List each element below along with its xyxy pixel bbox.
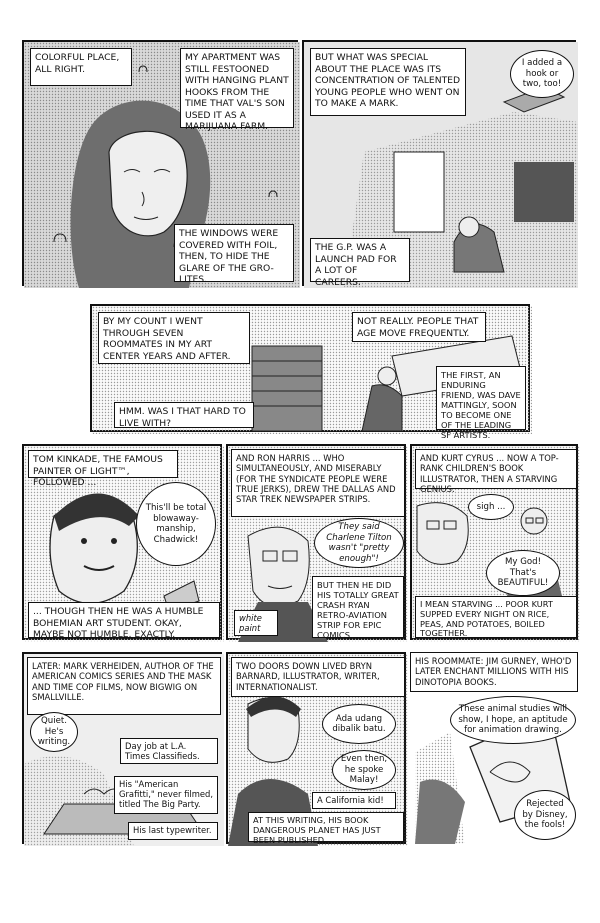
label-box: A California kid! [312,792,396,809]
panel-6 [410,444,578,640]
speech-bubble: Quiet. He's writing. [30,712,78,752]
caption: THE WINDOWS WERE COVERED WITH FOIL, THEN, TO HIDE THE GLARE OF THE GRO-LITES. [174,224,294,282]
caption: AND RON HARRIS ... WHO SIMULTANEOUSLY, AND MISERABLY (FOR THE SYNDICATE PEOPLE WERE TRUE JERKS), DREW THE DALLAS AND STAR TREK NEWSPAPER STRIPS. [231,449,405,517]
caption: COLORFUL PLACE, ALL RIGHT. [30,48,132,86]
caption: BUT THEN HE DID HIS TOTALLY GREAT CRASH RYAN RETRO-AVIATION STRIP FOR EPIC COMICS. [312,576,404,638]
caption: HIS ROOMMATE: JIM GURNEY, WHO'D LATER ENCHANT MILLIONS WITH HIS DINOTOPIA BOOKS. [410,652,578,692]
speech-bubble: I added a hook or two, too! [510,50,574,98]
label-box: His "American Grafitti," never filmed, titled The Big Party. [114,776,218,814]
panel-9 [410,652,578,844]
caption: THE FIRST, AN ENDURING FRIEND, WAS DAVE MATTINGLY, SOON TO BECOME ONE OF THE LEADING SF ARTISTS. [436,366,526,430]
speech-bubble: My God! That's BEAUTIFUL! [486,550,560,596]
caption: I MEAN STARVING ... POOR KURT SUPPED EVERY NIGHT ON RICE, PEAS, AND POTATOES, BOILED TOGETHER. [415,596,577,638]
label-box: His last typewriter. [128,822,218,840]
speech-bubble: These animal studies will show, I hope, an aptitude for animation drawing. [450,696,576,744]
speech-bubble: sigh ... [468,494,514,520]
speech-bubble: They said Charlene Tilton wasn't "pretty enough"! [314,518,404,568]
label-box: white paint [234,610,278,636]
panel-8 [226,652,406,844]
caption: NOT REALLY. PEOPLE THAT AGE MOVE FREQUENTLY. [352,312,486,342]
caption: LATER: MARK VERHEIDEN, AUTHOR OF THE AMERICAN COMICS SERIES AND THE MASK AND TIME COP FILMS, NOW BIGWIG ON SMALLVILLE. [27,657,221,715]
panel-5 [226,444,406,640]
caption: BUT WHAT WAS SPECIAL ABOUT THE PLACE WAS ITS CONCENTRATION OF TALENTED YOUNG PEOPLE WHO WENT ON TO MAKE A MARK. [310,48,466,116]
caption: MY APARTMENT WAS STILL FESTOONED WITH HANGING PLANT HOOKS FROM THE TIME THAT VAL'S SON USED IT AS A MARIJUANA FARM. [180,48,294,128]
caption: ... THOUGH THEN HE WAS A HUMBLE BOHEMIAN ART STUDENT. OKAY, MAYBE NOT HUMBLE, EXACTLY. [28,602,220,638]
panel-1 [22,40,298,286]
speech-bubble: This'll be total blowaway-manship, Chadwick! [136,482,216,566]
caption: BY MY COUNT I WENT THROUGH SEVEN ROOMMATES IN MY ART CENTER YEARS AND AFTER. [98,312,250,364]
speech-bubble: Even then, he spoke Malay! [332,750,396,790]
caption: AT THIS WRITING, HIS BOOK DANGEROUS PLANET HAS JUST BEEN PUBLISHED. [248,812,404,842]
panel-7 [22,652,222,844]
panel-4 [22,444,222,640]
caption: TOM KINKADE, THE FAMOUS PAINTER OF LIGHT™, FOLLOWED ... [28,450,178,478]
panel-2 [302,40,576,286]
caption: AND KURT CYRUS ... NOW A TOP-RANK CHILDREN'S BOOK ILLUSTRATOR, THEN A STARVING GENIUS. [415,449,577,489]
panel-3 [90,304,530,440]
caption: TWO DOORS DOWN LIVED BRYN BARNARD, ILLUSTRATOR, WRITER, INTERNATIONALIST. [231,657,405,697]
caption: HMM. WAS I THAT HARD TO LIVE WITH? [114,402,254,428]
speech-bubble: Ada udang dibalik batu. [322,704,396,744]
speech-bubble: Rejected by Disney, the fools! [514,790,576,840]
label-box: Day job at L.A. Times Classifieds. [120,738,218,764]
caption: THE G.P. WAS A LAUNCH PAD FOR A LOT OF CAREERS. [310,238,410,282]
